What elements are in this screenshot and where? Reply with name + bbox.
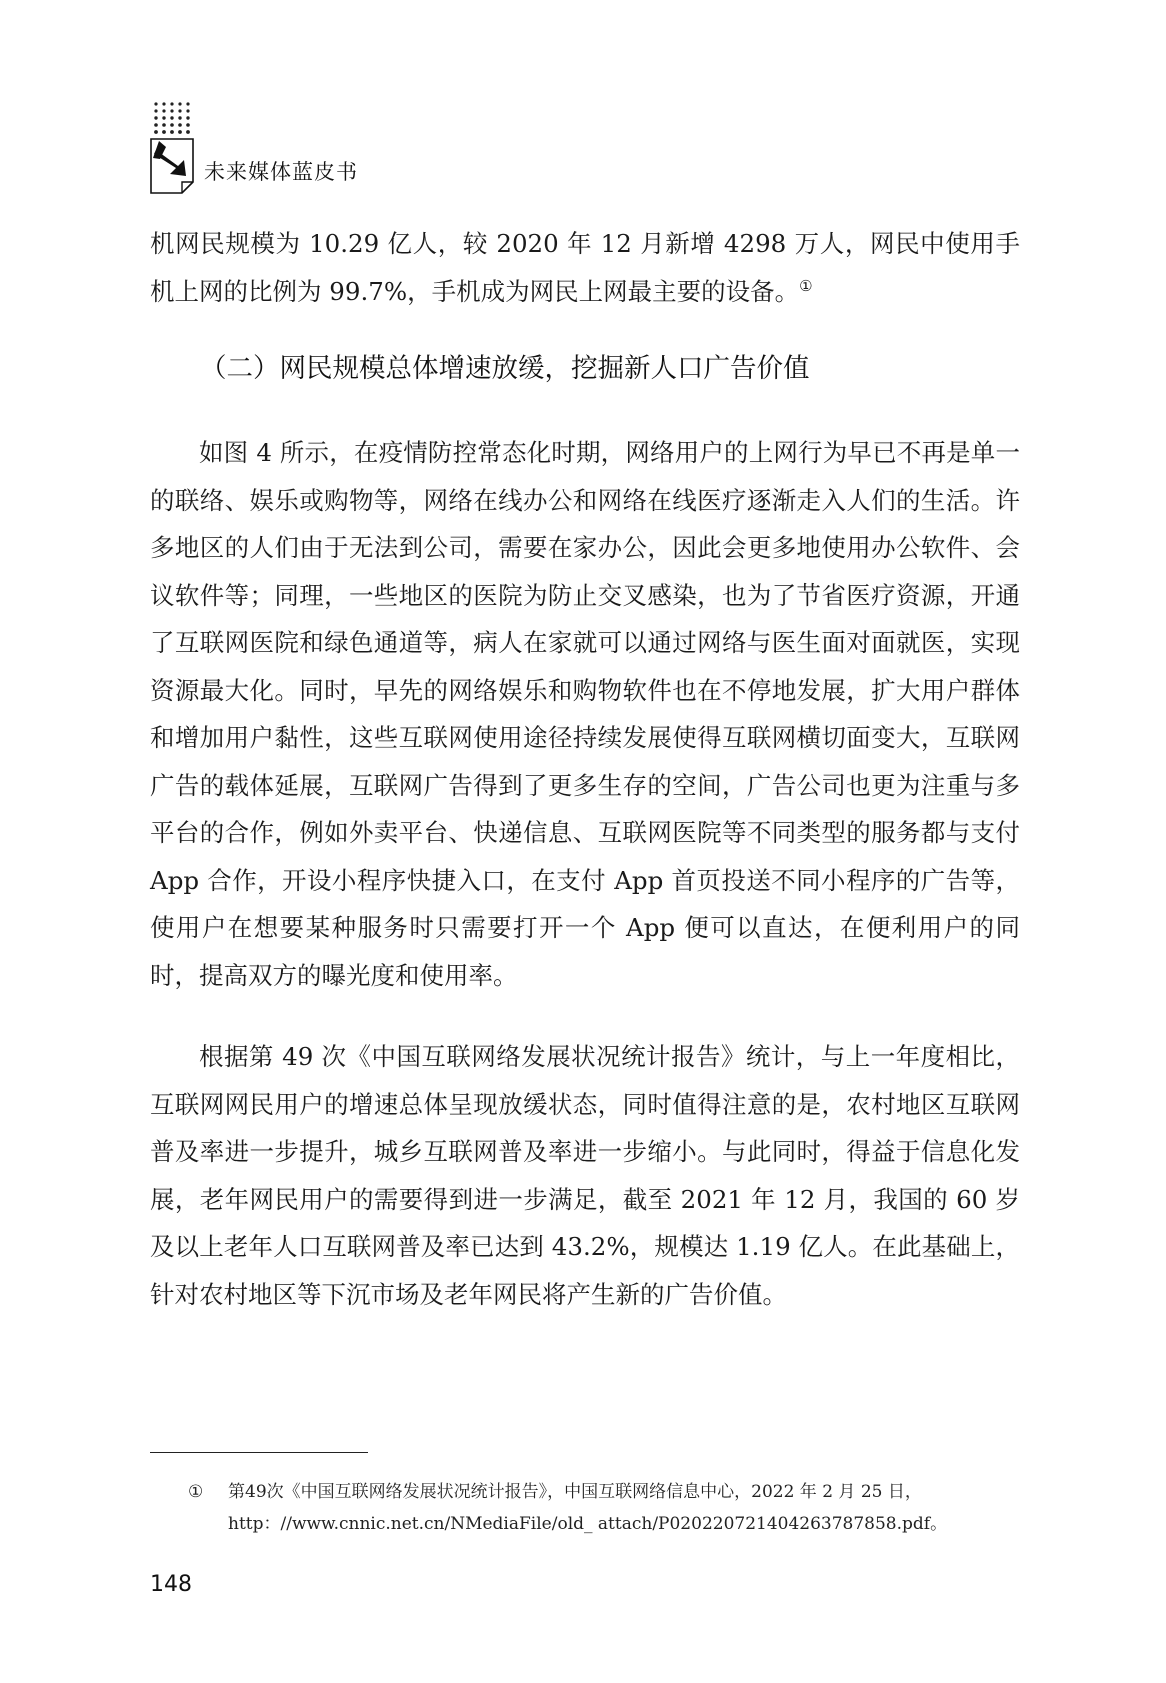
continued-paragraph: [150, 220, 1020, 315]
footnote-divider: [150, 1452, 368, 1453]
footnote: [190, 1476, 1020, 1540]
page-number: 148: [150, 1572, 192, 1597]
body-paragraph-1: 如图 4 所示，在疫情防控常态化时期，网络用户的上网行为早已不再是单一的联络、娱乐或购物等，网络在线办公和网络在线医疗逐渐走入人们的生活。许多地区的人们由于无法到公司，需要在家办公，因此会更多地使用办公软件、会议软件等；同理，一些地区的医院为防止交叉感染，也为了节省医疗资源，开通了互联网医院和绿色通道等，病人在家就可以通过网络与医生面对面就医，实现资源最大化。同时，早先的网络娱乐和购物软件也在不停地发展，扩大用户群体和增加用户黏性，这些互联网使用途径持续发展使得互联网横切面变大，互联网广告的载体延展，互联网广告得到了更多生存的空间，广告公司也更为注重与多平台的合作，例如外卖平台、快递信息、互联网医院等不同类型的服务都与支付 App 合作，开设小程序快捷入口，在支付 App 首页投送不同小程序的广告等，使用户在想要某种服务时只需要打开一个 App 便可以直达，在便利用户的同时，提高双方的曝光度和使用率。: [150, 438, 1020, 990]
dot-grid-icon: [152, 100, 192, 136]
section-heading: （二）网民规模总体增速放缓，挖掘新人口广告价值: [200, 353, 810, 384]
footnote-marker: ①: [188, 1482, 204, 1502]
paragraph-text: 机网民规模为 10.29 亿人，较 2020 年 12 月新增 4298 万人，网民中使用手机上网的比例为 99.7%，手机成为网民上网最主要的设备。: [150, 229, 1020, 306]
footnote-url[interactable]: http：//www.cnnic.net.cn/NMediaFile/old_ attach/P020220721404263787858.pdf。: [228, 1514, 948, 1534]
running-header: [150, 100, 470, 200]
footnote-citation: 第49次《中国互联网络发展状况统计报告》，中国互联网络信息中心，2022 年 2 月 25 日，: [228, 1482, 922, 1502]
book-title: 未来媒体蓝皮书: [204, 160, 358, 184]
footnote-reference[interactable]: ①: [799, 276, 813, 295]
book-corner-arrow-icon: [150, 138, 194, 194]
body-paragraph-2: 根据第 49 次《中国互联网络发展状况统计报告》统计，与上一年度相比，互联网网民用户的增速总体呈现放缓状态，同时值得注意的是，农村地区互联网普及率进一步提升，城乡互联网普及率进一步缩小。与此同时，得益于信息化发展，老年网民用户的需要得到进一步满足，截至 2021 年 12 月，我国的 60 岁及以上老年人口互联网普及率已达到 43.2%，规模达 1.19 亿人。在此基础上，针对农村地区等下沉市场及老年网民将产生新的广告价值。: [150, 1042, 1020, 1309]
